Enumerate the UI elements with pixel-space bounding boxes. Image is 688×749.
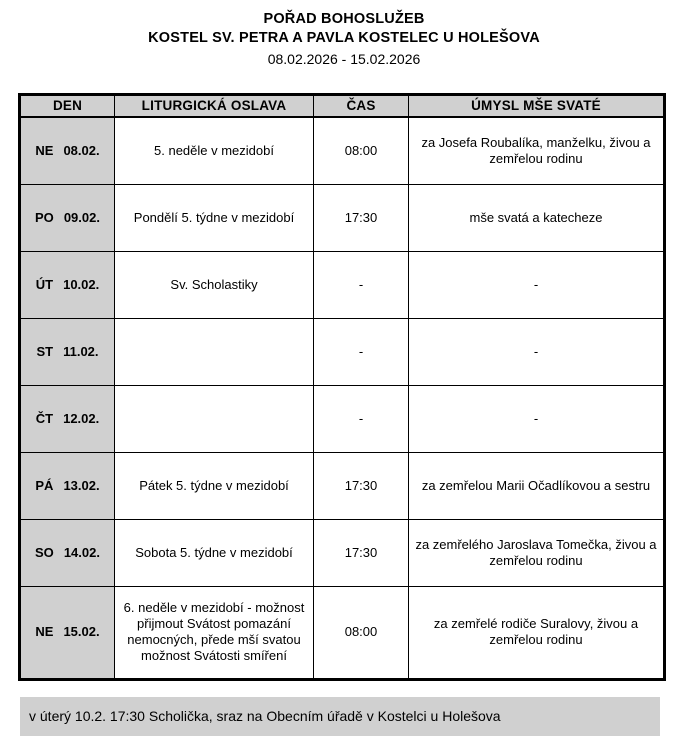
intention-cell: - bbox=[409, 318, 665, 385]
table-row bbox=[20, 251, 665, 318]
table-row bbox=[20, 586, 665, 679]
day-date: 08.02. bbox=[63, 142, 100, 158]
column-header-den: DEN bbox=[20, 95, 115, 118]
table-row bbox=[20, 318, 665, 385]
table-row bbox=[20, 117, 665, 184]
day-abbreviation: ST bbox=[36, 343, 54, 359]
intention-cell: za zemřelé rodiče Suralovy, živou a zemřelou rodinu bbox=[409, 586, 665, 679]
intention-cell: za zemřelou Marii Očadlíkovou a sestru bbox=[409, 452, 665, 519]
celebration-cell: 5. neděle v mezidobí bbox=[115, 117, 314, 184]
day-date: 11.02. bbox=[63, 343, 99, 359]
day-cell bbox=[20, 452, 115, 519]
day-date: 09.02. bbox=[63, 209, 100, 225]
day-cell bbox=[20, 586, 115, 679]
intention-cell: - bbox=[409, 385, 665, 452]
day-date: 12.02. bbox=[63, 410, 100, 426]
document-header bbox=[0, 0, 688, 69]
day-date: 14.02. bbox=[63, 544, 100, 560]
time-cell: - bbox=[314, 318, 409, 385]
day-cell bbox=[20, 385, 115, 452]
intention-cell: za zemřelého Jaroslava Tomečka, živou a zemřelou rodinu bbox=[409, 519, 665, 586]
celebration-cell: Pátek 5. týdne v mezidobí bbox=[115, 452, 314, 519]
day-cell bbox=[20, 318, 115, 385]
time-cell: - bbox=[314, 251, 409, 318]
table-row bbox=[20, 519, 665, 586]
intention-cell: za Josefa Roubalíka, manželku, živou a zemřelou rodinu bbox=[409, 117, 665, 184]
celebration-cell: Sobota 5. týdne v mezidobí bbox=[115, 519, 314, 586]
services-table bbox=[18, 93, 666, 681]
day-abbreviation: PO bbox=[35, 209, 54, 225]
celebration-cell bbox=[115, 385, 314, 452]
time-cell: 08:00 bbox=[314, 117, 409, 184]
day-cell bbox=[20, 117, 115, 184]
date-range: 08.02.2026 - 15.02.2026 bbox=[267, 51, 421, 67]
celebration-cell: 6. neděle v mezidobí - možnost přijmout Svátost pomazání nemocných, přede mší svatou možnost Svátosti smíření bbox=[115, 586, 314, 679]
celebration-cell bbox=[115, 318, 314, 385]
table-row bbox=[20, 452, 665, 519]
celebration-cell: Sv. Scholastiky bbox=[115, 251, 314, 318]
column-header-liturgicka-oslava: LITURGICKÁ OSLAVA bbox=[115, 95, 314, 118]
announcement-note bbox=[20, 697, 660, 736]
day-date: 10.02. bbox=[63, 276, 100, 292]
day-date: 13.02. bbox=[63, 477, 100, 493]
day-abbreviation: ÚT bbox=[35, 276, 54, 292]
announcement-text: v úterý 10.2. 17:30 Scholička, sraz na Obecním úřadě v Kostelci u Holešova bbox=[29, 708, 501, 724]
column-header-cas: ČAS bbox=[314, 95, 409, 118]
day-abbreviation: PÁ bbox=[35, 477, 54, 493]
time-cell: - bbox=[314, 385, 409, 452]
time-cell: 17:30 bbox=[314, 519, 409, 586]
day-date: 15.02. bbox=[63, 624, 100, 639]
church-name: KOSTEL SV. PETRA A PAVLA KOSTELEC U HOLEŠOVA bbox=[148, 30, 540, 46]
intention-cell: mše svatá a katecheze bbox=[409, 184, 665, 251]
day-cell bbox=[20, 184, 115, 251]
table-header-row bbox=[20, 95, 665, 118]
day-abbreviation: SO bbox=[35, 544, 54, 560]
page-title: POŘAD BOHOSLUŽEB bbox=[263, 11, 425, 27]
time-cell: 08:00 bbox=[314, 586, 409, 679]
time-cell: 17:30 bbox=[314, 184, 409, 251]
day-cell bbox=[20, 519, 115, 586]
intention-cell: - bbox=[409, 251, 665, 318]
column-header-umysl: ÚMYSL MŠE SVATÉ bbox=[409, 95, 665, 118]
table-row bbox=[20, 184, 665, 251]
celebration-cell: Pondělí 5. týdne v mezidobí bbox=[115, 184, 314, 251]
day-abbreviation: ČT bbox=[35, 410, 54, 426]
day-abbreviation: NE bbox=[35, 142, 54, 158]
time-cell: 17:30 bbox=[314, 452, 409, 519]
day-abbreviation: NE bbox=[35, 624, 54, 639]
day-cell bbox=[20, 251, 115, 318]
table-row bbox=[20, 385, 665, 452]
